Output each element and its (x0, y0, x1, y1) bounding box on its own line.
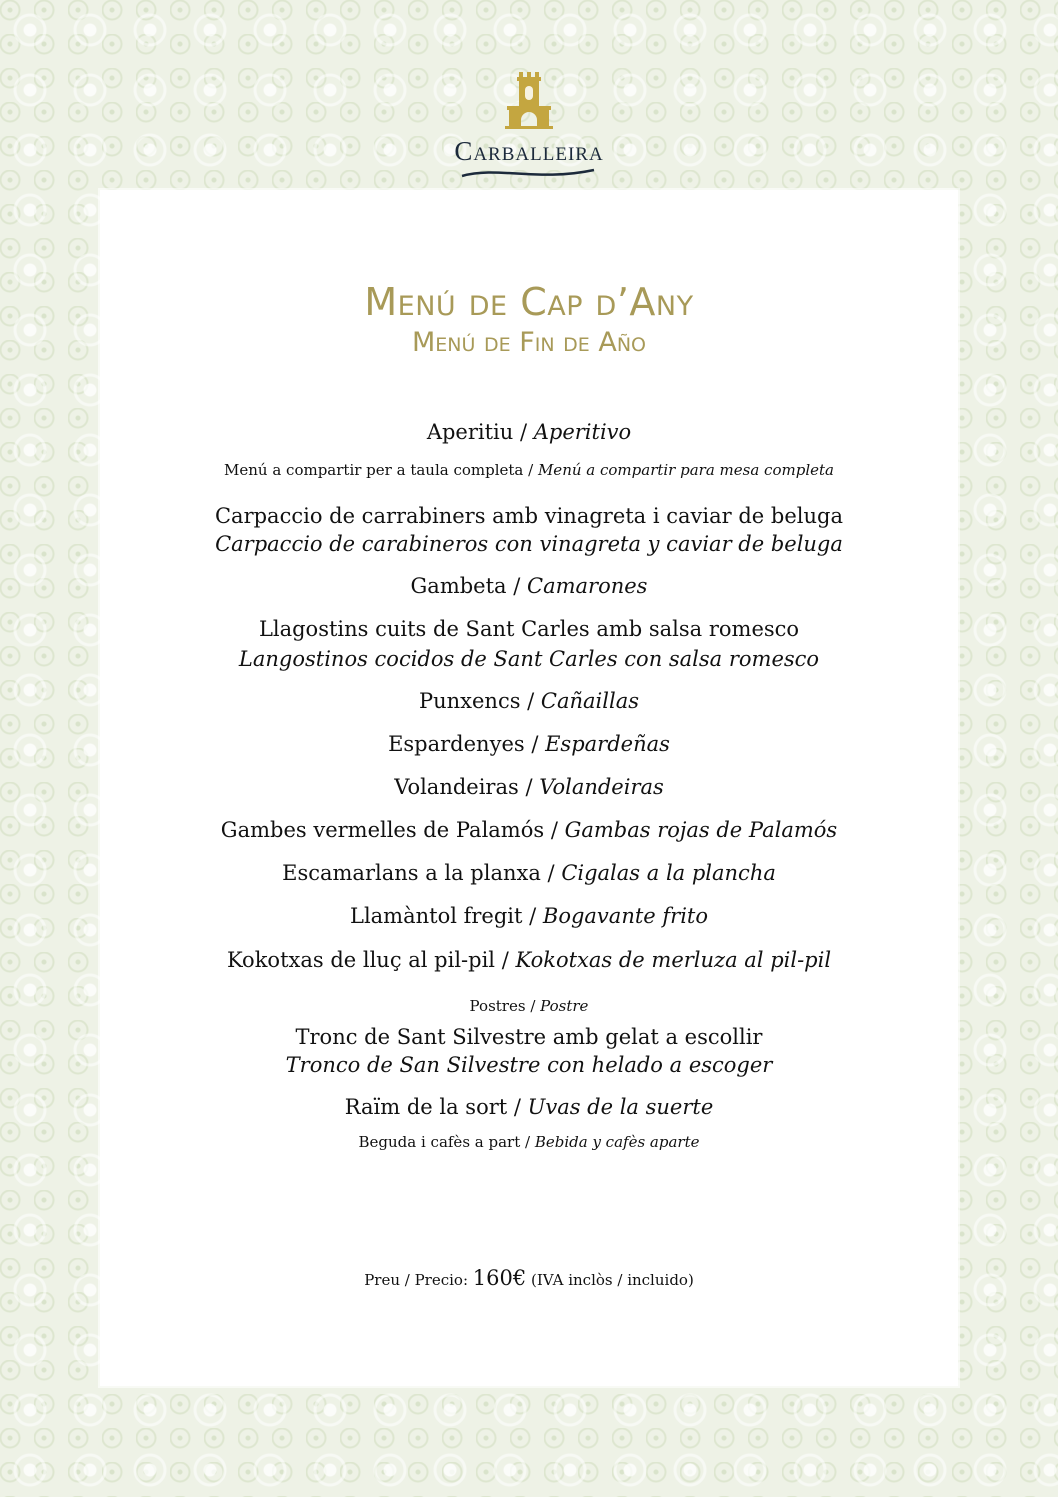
dish-es: Espardeñas (545, 732, 670, 756)
dessert-ca: Tronc de Sant Silvestre amb gelat a escollir (295, 1025, 763, 1049)
price-amount: 160€ (472, 1266, 527, 1290)
share-note (0, 461, 1058, 479)
dessert-line (0, 1095, 1058, 1119)
price-line (0, 1266, 1058, 1290)
dish-ca: Gambeta (410, 574, 507, 598)
share-note-ca: Menú a compartir per a taula completa (224, 461, 524, 479)
menu-subtitle: Menú de Fin de Año (411, 327, 646, 358)
dish-ca: Kokotxas de lluç al pil-pil (226, 948, 496, 972)
price-label: Preu / Precio: (364, 1271, 469, 1289)
separator: / (522, 904, 543, 928)
separator: / (495, 948, 516, 972)
dish-es: Carpaccio de carabineros con vinagreta y caviar de beluga (215, 532, 843, 556)
drinks-ca: Beguda i cafès a part (358, 1133, 521, 1151)
separator: / (520, 1133, 535, 1151)
dish-line (0, 904, 1058, 928)
brand-name: Carballeira (454, 136, 604, 166)
dish-line (0, 775, 1058, 799)
menu-title: Menú de Cap d’Any (364, 280, 694, 324)
castle-tower-icon (497, 66, 561, 134)
dish-es: Cigalas a la plancha (561, 861, 776, 885)
dish-es: Gambas rojas de Palamós (564, 818, 838, 842)
dish-ca: Punxencs (418, 689, 521, 713)
postres-es: Postre (540, 997, 589, 1015)
drinks-es: Bebida y cafès aparte (534, 1133, 700, 1151)
dessert-ca: Raïm de la sort (344, 1095, 508, 1119)
aperitiu-es: Aperitivo (533, 420, 632, 444)
postres-ca: Postres (469, 997, 526, 1015)
brand-swoosh-icon (458, 164, 598, 182)
dish-line (0, 948, 1058, 972)
separator: / (513, 420, 534, 444)
aperitiu-line (0, 420, 1058, 444)
separator: / (525, 997, 541, 1015)
dish-line (0, 861, 1058, 885)
dish-es: Kokotxas de merluza al pil-pil (515, 948, 832, 972)
dish-ca: Llagostins cuits de Sant Carles amb salsa romesco (258, 617, 800, 641)
separator: / (524, 732, 546, 756)
dish-ca: Escamarlans a la planxa (282, 861, 541, 885)
separator: / (518, 775, 540, 799)
separator: / (506, 574, 528, 598)
dish-line (0, 818, 1058, 842)
drinks-note (0, 1133, 1058, 1151)
postres-heading (0, 997, 1058, 1015)
dish-line (0, 689, 1058, 713)
dessert-es: Tronco de San Silvestre con helado a escoger (285, 1053, 773, 1077)
separator: / (544, 818, 565, 842)
dish-ca: Llamàntol fregit (350, 904, 523, 928)
dish-line (0, 574, 1058, 598)
dish-es: Cañaillas (540, 689, 640, 713)
dish-es: Langostinos cocidos de Sant Carles con salsa romesco (238, 647, 820, 671)
dish-ca: Volandeiras (394, 775, 519, 799)
dish-ca: Gambes vermelles de Palamós (220, 818, 545, 842)
separator: / (520, 689, 541, 713)
separator: / (540, 861, 562, 885)
dish-ca: Espardenyes (388, 732, 525, 756)
dish-es: Bogavante frito (542, 904, 708, 928)
dish-ca: Carpaccio de carrabiners amb vinagreta i caviar de beluga (214, 504, 843, 528)
dish-es: Camarones (527, 574, 648, 598)
dessert-es: Uvas de la suerte (527, 1095, 714, 1119)
share-note-es: Menú a compartir para mesa completa (537, 461, 834, 479)
price-tax-note: (IVA inclòs / incluido) (531, 1271, 694, 1289)
separator: / (507, 1095, 528, 1119)
dish-es: Volandeiras (539, 775, 664, 799)
dish-line (0, 732, 1058, 756)
aperitiu-ca: Aperitiu (426, 420, 514, 444)
separator: / (523, 461, 538, 479)
